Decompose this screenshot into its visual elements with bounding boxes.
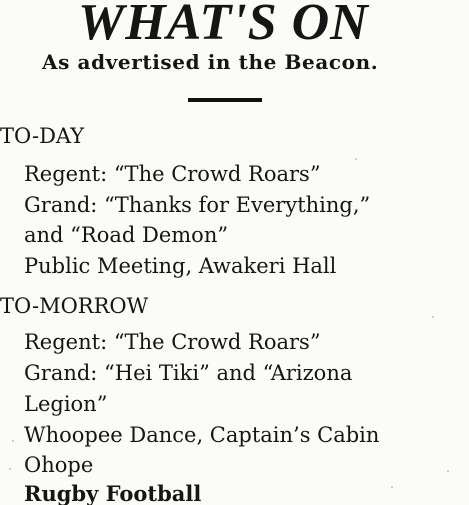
title-divider bbox=[188, 98, 262, 102]
print-speck bbox=[355, 158, 357, 160]
today-item-regent: Regent: “The Crowd Roars” bbox=[24, 162, 321, 186]
section-heading-tomorrow: TO-MORROW bbox=[0, 294, 149, 318]
tomorrow-item-legion: Legion” bbox=[24, 392, 108, 416]
print-speck bbox=[9, 468, 11, 470]
tomorrow-item-rugby-football: Rugby Football bbox=[24, 481, 202, 505]
section-heading-today: TO-DAY bbox=[0, 124, 85, 148]
print-speck bbox=[12, 440, 14, 442]
tomorrow-item-ohope: Ohope bbox=[24, 453, 94, 477]
tomorrow-item-grand: Grand: “Hei Tiki” and “Arizona bbox=[24, 361, 353, 385]
today-item-public-meeting: Public Meeting, Awakeri Hall bbox=[24, 254, 337, 278]
tomorrow-item-whoopee-dance: Whoopee Dance, Captain’s Cabin bbox=[24, 423, 380, 447]
today-item-grand: Grand: “Thanks for Everything,” bbox=[24, 193, 371, 217]
page-title: WHAT'S ON bbox=[78, 0, 369, 51]
tomorrow-item-regent: Regent: “The Crowd Roars” bbox=[24, 330, 321, 354]
print-speck bbox=[447, 470, 449, 472]
today-item-road-demon: and “Road Demon” bbox=[24, 223, 229, 247]
print-speck bbox=[391, 486, 393, 488]
subtitle: As advertised in the Beacon. bbox=[42, 50, 379, 74]
print-speck bbox=[432, 316, 434, 318]
